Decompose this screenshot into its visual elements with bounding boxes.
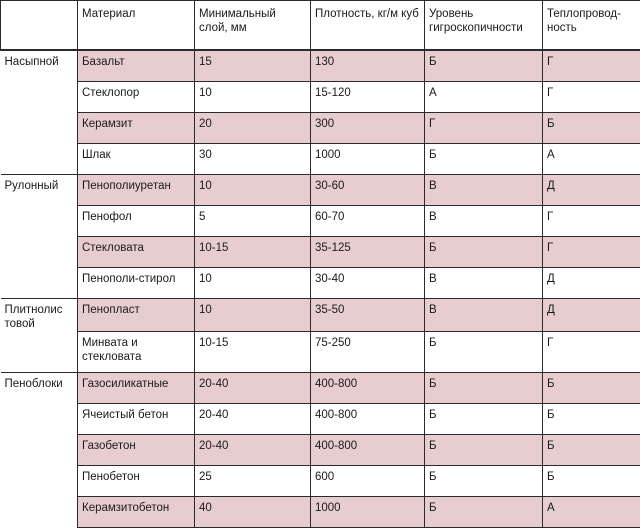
cell-density: 75-250	[311, 331, 425, 372]
cell-min-layer: 20-40	[195, 434, 311, 465]
group-label	[1, 144, 78, 175]
cell-density: 400-800	[311, 434, 425, 465]
header-material: Материал	[78, 1, 195, 51]
table-row	[1, 113, 640, 144]
table-row	[1, 50, 640, 82]
cell-density: 30-60	[311, 175, 425, 206]
cell-min-layer: 5	[195, 206, 311, 237]
group-label	[1, 268, 78, 299]
group-label	[1, 82, 78, 113]
cell-hygroscopicity: Б	[425, 403, 543, 434]
cell-hygroscopicity: Б	[425, 331, 543, 372]
cell-hygroscopicity: Б	[425, 434, 543, 465]
cell-thermal-conductivity: Д	[543, 175, 640, 206]
cell-min-layer: 25	[195, 465, 311, 496]
cell-thermal-conductivity: Д	[543, 299, 640, 332]
cell-thermal-conductivity: Б	[543, 403, 640, 434]
table-row	[1, 403, 640, 434]
cell-density: 130	[311, 50, 425, 82]
cell-material: Пенополи-стирол	[78, 268, 195, 299]
table-row	[1, 434, 640, 465]
cell-material: Пенобетон	[78, 465, 195, 496]
cell-density: 400-800	[311, 403, 425, 434]
cell-min-layer: 20-40	[195, 403, 311, 434]
cell-hygroscopicity: Б	[425, 465, 543, 496]
cell-density: 1000	[311, 144, 425, 175]
table-row	[1, 82, 640, 113]
cell-material: Пенопласт	[78, 299, 195, 332]
cell-hygroscopicity: Б	[425, 237, 543, 268]
cell-hygroscopicity: Б	[425, 372, 543, 403]
table-row	[1, 175, 640, 206]
cell-min-layer: 20-40	[195, 372, 311, 403]
cell-material: Базальт	[78, 50, 195, 82]
header-thermal-conductivity: Теплопровод-ность	[543, 1, 640, 51]
table-row	[1, 237, 640, 268]
cell-min-layer: 10	[195, 268, 311, 299]
cell-thermal-conductivity: Г	[543, 331, 640, 372]
group-label	[1, 434, 78, 465]
table-row	[1, 331, 640, 372]
group-label: Насыпной	[1, 50, 78, 82]
cell-material: Пенофол	[78, 206, 195, 237]
group-label	[1, 237, 78, 268]
group-label	[1, 496, 78, 527]
cell-density: 400-800	[311, 372, 425, 403]
cell-thermal-conductivity: Б	[543, 113, 640, 144]
cell-density: 600	[311, 465, 425, 496]
cell-min-layer: 10	[195, 82, 311, 113]
table-row	[1, 299, 640, 332]
table-row	[1, 268, 640, 299]
cell-thermal-conductivity: Д	[543, 268, 640, 299]
cell-material: Газосиликатные	[78, 372, 195, 403]
table-row	[1, 144, 640, 175]
group-label	[1, 206, 78, 237]
group-label: Пеноблоки	[1, 372, 78, 403]
cell-material: Керамзит	[78, 113, 195, 144]
cell-thermal-conductivity: Г	[543, 206, 640, 237]
group-label: Плитнолис товой	[1, 299, 78, 332]
cell-thermal-conductivity: А	[543, 144, 640, 175]
cell-hygroscopicity: В	[425, 175, 543, 206]
cell-material: Шлак	[78, 144, 195, 175]
cell-thermal-conductivity: Б	[543, 434, 640, 465]
cell-hygroscopicity: Б	[425, 144, 543, 175]
cell-density: 30-40	[311, 268, 425, 299]
group-label	[1, 113, 78, 144]
cell-min-layer: 40	[195, 496, 311, 527]
cell-density: 60-70	[311, 206, 425, 237]
cell-density: 300	[311, 113, 425, 144]
cell-min-layer: 30	[195, 144, 311, 175]
cell-hygroscopicity: В	[425, 299, 543, 332]
table-row	[1, 465, 640, 496]
cell-thermal-conductivity: Г	[543, 50, 640, 82]
cell-density: 15-120	[311, 82, 425, 113]
cell-hygroscopicity: Г	[425, 113, 543, 144]
cell-min-layer: 10	[195, 299, 311, 332]
cell-thermal-conductivity: Б	[543, 465, 640, 496]
table-row	[1, 372, 640, 403]
cell-thermal-conductivity: А	[543, 496, 640, 527]
cell-density: 35-50	[311, 299, 425, 332]
cell-material: Минвата и стекловата	[78, 331, 195, 372]
cell-density: 35-125	[311, 237, 425, 268]
cell-hygroscopicity: В	[425, 206, 543, 237]
cell-thermal-conductivity: Б	[543, 372, 640, 403]
cell-material: Керамзитобетон	[78, 496, 195, 527]
cell-material: Ячеистый бетон	[78, 403, 195, 434]
cell-hygroscopicity: Б	[425, 496, 543, 527]
cell-min-layer: 15	[195, 50, 311, 82]
cell-thermal-conductivity: Г	[543, 82, 640, 113]
header-min-layer: Минимальный слой, мм	[195, 1, 311, 51]
group-label: Рулонный	[1, 175, 78, 206]
cell-material: Пенополиуретан	[78, 175, 195, 206]
cell-material: Газобетон	[78, 434, 195, 465]
table-row	[1, 496, 640, 527]
cell-min-layer: 20	[195, 113, 311, 144]
group-label	[1, 465, 78, 496]
cell-material: Стекловата	[78, 237, 195, 268]
cell-hygroscopicity: А	[425, 82, 543, 113]
cell-min-layer: 10	[195, 175, 311, 206]
group-label	[1, 403, 78, 434]
cell-thermal-conductivity: Г	[543, 237, 640, 268]
cell-hygroscopicity: Б	[425, 50, 543, 82]
cell-material: Стеклопор	[78, 82, 195, 113]
cell-density: 1000	[311, 496, 425, 527]
header-hygroscopicity: Уровень гигроскопичности	[425, 1, 543, 51]
group-label	[1, 331, 78, 372]
header-density: Плотность, кг/м куб	[311, 1, 425, 51]
cell-min-layer: 10-15	[195, 237, 311, 268]
table-body	[1, 50, 640, 527]
table-row	[1, 206, 640, 237]
cell-hygroscopicity: В	[425, 268, 543, 299]
table-header	[1, 1, 640, 51]
cell-min-layer: 10-15	[195, 331, 311, 372]
header-corner	[1, 1, 78, 51]
